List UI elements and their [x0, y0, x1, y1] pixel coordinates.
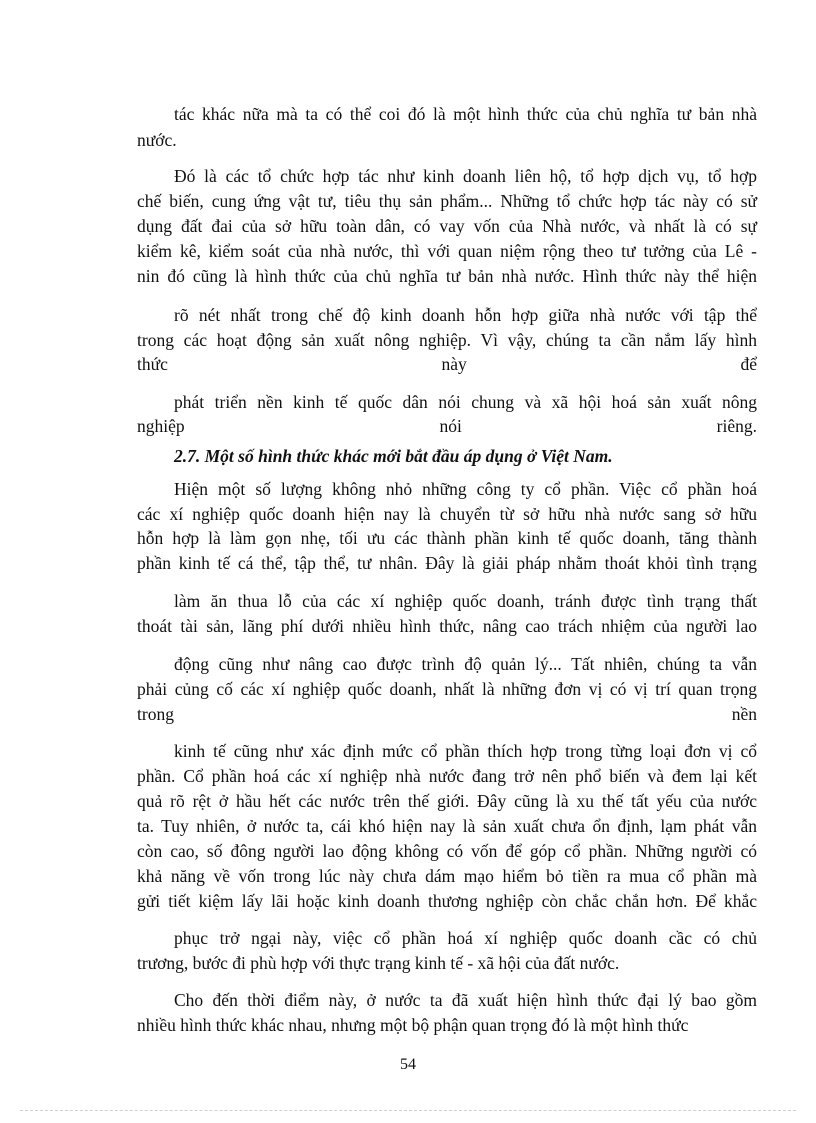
text-line: hỗn hợp là làm gọn nhẹ, tối ưu các thành phần kinh tế quốc doanh, tăng thành: [137, 528, 757, 548]
text-line: nước.: [137, 130, 177, 150]
text-line: trong các hoạt động sản xuất nông nghiệp. Vì vậy, chúng ta cần nắm lấy hình: [137, 330, 757, 350]
text-line: động cũng như nâng cao được trình độ quản lý... Tất nhiên, chúng ta vẫn: [174, 654, 757, 674]
text-line: nin đó cũng là hình thức của chủ nghĩa tư bản nhà nước. Hình thức này thể hiện: [137, 266, 757, 286]
text-line: trương, bước đi phù hợp với thực trạng kinh tế - xã hội của đất nước.: [137, 953, 620, 973]
text-line: trong nền: [137, 704, 757, 724]
text-line: nghiệp nói riêng.: [137, 416, 757, 436]
text-line: thức này để: [137, 354, 757, 374]
page-number: 54: [400, 1056, 416, 1073]
text-line: tác khác nữa mà ta có thể coi đó là một hình thức của chủ nghĩa tư bản nhà: [174, 104, 757, 124]
text-line: Cho đến thời điểm này, ở nước ta đã xuất hiện hình thức đại lý bao gồm: [174, 990, 757, 1010]
text-line: chế biến, cung ứng vật tư, tiêu thụ sản phẩm... Những tổ chức hợp tác này có sử: [137, 191, 757, 211]
text-line: gửi tiết kiệm lấy lãi hoặc kinh doanh thương nghiệp còn chắc chắn hơn. Để khắc: [137, 891, 757, 911]
text-line: thoát tài sản, lãng phí dưới nhiều hình thức, nâng cao trách nhiệm của người lao: [137, 616, 757, 636]
text-line: phát triển nền kinh tế quốc dân nói chung và xã hội hoá sản xuất nông: [174, 392, 757, 412]
text-line: Đó là các tổ chức hợp tác như kinh doanh liên hộ, tổ hợp dịch vụ, tổ hợp: [174, 166, 757, 186]
text-line: phần kinh tế cá thể, tập thể, tư nhân. Đây là giải pháp nhằm thoát khỏi tình trạng: [137, 553, 757, 573]
text-line: kinh tế cũng như xác định mức cổ phần thích hợp trong từng loại đơn vị cổ: [174, 741, 757, 761]
section-heading: 2.7. Một số hình thức khác mới bắt đầu áp dụng ở Việt Nam.: [174, 446, 613, 466]
text-line: phải củng cố các xí nghiệp quốc doanh, nhất là những đơn vị có vị trí quan trọng: [137, 679, 757, 699]
text-line: rõ nét nhất trong chế độ kinh doanh hỗn hợp giữa nhà nước với tập thể: [174, 305, 757, 325]
text-line: ta. Tuy nhiên, ở nước ta, cái khó hiện nay là sản xuất chưa ổn định, lạm phát vẫn: [137, 816, 757, 836]
text-line: quả rõ rệt ở hầu hết các nước trên thế giới. Đây cũng là xu thế tất yếu của nước: [137, 791, 757, 811]
text-line: kiểm kê, kiểm soát của nhà nước, thì với quan niệm rộng theo tư tưởng của Lê -: [137, 241, 757, 261]
text-line: còn cao, số đông người lao động không có vốn để góp cổ phần. Những người có: [137, 841, 757, 861]
text-line: khả năng về vốn trong lúc này chưa dám mạo hiểm bỏ tiền ra mua cổ phần mà: [137, 866, 757, 886]
text-line: nhiều hình thức khác nhau, nhưng một bộ phận quan trọng đó là một hình thức: [137, 1015, 689, 1035]
text-line: phần. Cổ phần hoá các xí nghiệp nhà nước đang trở nên phổ biến và đem lại kết: [137, 766, 757, 786]
page-bottom-border: [20, 1110, 796, 1111]
text-line: các xí nghiệp quốc doanh hiện nay là chuyển từ sở hữu nhà nước sang sở hữu: [137, 504, 757, 524]
text-line: dụng đất đai của sở hữu toàn dân, có vay vốn của Nhà nước, và nhất là có sự: [137, 216, 757, 236]
text-line: Hiện một số lượng không nhỏ những công ty cổ phần. Việc cổ phần hoá: [174, 479, 757, 499]
text-line: phục trở ngại này, việc cổ phần hoá xí nghiệp quốc doanh cầc có chủ: [174, 928, 757, 948]
text-line: làm ăn thua lỗ của các xí nghiệp quốc doanh, tránh được tình trạng thất: [174, 591, 757, 611]
